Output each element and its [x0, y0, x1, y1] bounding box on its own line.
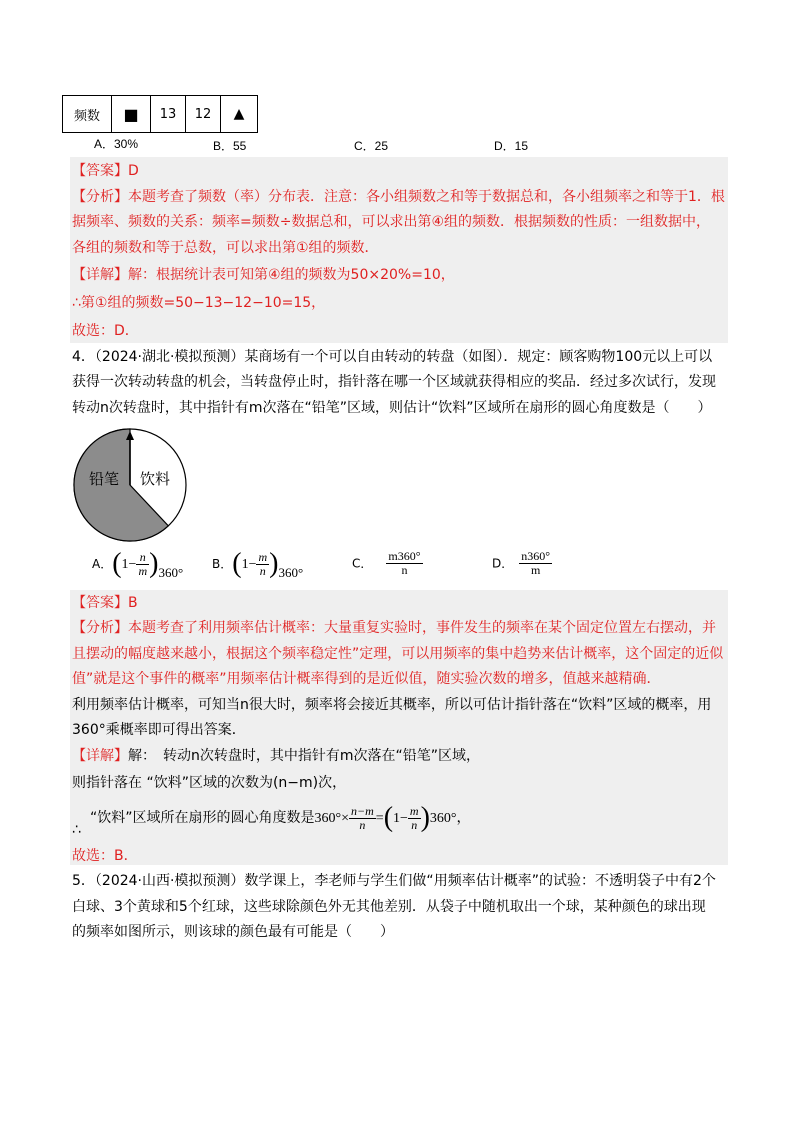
analysis-tag: 【分析】	[72, 189, 128, 205]
table-cell: 13	[151, 96, 186, 133]
option-expr: 1−	[241, 557, 257, 572]
fraction: $\frac{n}{m}$	[138, 549, 148, 578]
q4-option-a: A．(1− $\frac{n}{m}$ )360°	[92, 548, 184, 580]
formula-eq: =	[375, 811, 384, 826]
option-a: A．30%	[94, 137, 139, 151]
q3-answer-line	[72, 161, 139, 181]
q4-answer-line	[72, 593, 138, 613]
option-b: B．55	[213, 139, 247, 153]
therefore-symbol: ∴	[72, 822, 81, 838]
spinner-wheel-figure	[68, 426, 192, 544]
option-expr: 1−	[121, 557, 137, 572]
fraction: $\frac{n-m}{n}$	[351, 803, 374, 832]
q3-detail-line-1	[72, 265, 455, 285]
option-degree: 360°	[278, 565, 304, 580]
q4-analysis-line-3: 值”就是这个事件的概率”用频率估计概率得到的是近似值，随实验次数的增多，值越来越精确．	[72, 671, 661, 687]
detail-tag: 【详解】	[72, 748, 128, 764]
formula-part: 360°×	[314, 811, 350, 826]
answer-value: D	[128, 163, 139, 179]
analysis-text: 本题考查了频数（率）分布表．注意：各小组频数之和等于数据总和，各小组频率之和等于1．根	[128, 189, 725, 205]
table-cell: ■	[112, 96, 151, 133]
q3-analysis-line-2: 据频率、频数的关系：频率=频数÷数据总和，可以求出第④组的频数．根据频数的性质：一组数据中，	[72, 214, 711, 230]
wheel-label-drink: 饮料	[140, 470, 171, 488]
answer-tag: 【答案】	[72, 163, 128, 179]
q4-option-d	[492, 550, 552, 577]
q4-option-c	[352, 550, 423, 577]
q3-analysis-line-3: 各组的频数和等于总数，可以求出第①组的频数．	[72, 240, 379, 256]
q4-detail-line-3: “饮料”区域所在扇形的圆心角度数是360°× $\frac{n-m}{n}$ =(1− $\frac{m}{n}$ )360°，	[90, 802, 471, 833]
fraction: $\frac{m}{n}$	[258, 549, 268, 578]
q4-analysis-line-5: 360°乘概率即可得出答案．	[72, 722, 246, 738]
q4-detail-line-2: 则指针落在 “饮料”区域的次数为(n−m)次，	[72, 775, 347, 791]
fraction: $\frac{n360^\circ}{m}$	[521, 549, 551, 577]
q4-detail-line-1	[72, 746, 480, 766]
option-letter: C．	[352, 556, 373, 571]
q4-analysis-line-2: 且摆动的幅度越来越小，根据这个频率稳定性”定理，可以用频率的集中趋势来估计概率，这个固定的近似	[72, 646, 724, 662]
q3-conclusion: 故选：D．	[72, 323, 139, 339]
formula-part: 1−	[393, 811, 408, 826]
wheel-label-pencil: 铅笔	[89, 470, 120, 488]
q4-conclusion: 故选：B．	[72, 848, 138, 864]
fraction: $\frac{m360^\circ}{n}$	[388, 549, 421, 577]
analysis-text: 本题考查了利用频率估计概率：大量重复实验时，事件发生的频率在某个固定位置左右摆动，并	[128, 620, 716, 636]
formula-part: 360°，	[429, 811, 471, 826]
option-c: C．25	[354, 139, 389, 153]
q4-option-b: B．(1− $\frac{m}{n}$ )360°	[212, 548, 304, 580]
q5-question-line-2: 白球、3个黄球和5个红球，这些球除颜色外无其他差别．从袋子中随机取出一个球，某种颜色的球出现	[72, 899, 706, 915]
frequency-table	[62, 95, 258, 133]
answer-value: B	[128, 595, 138, 611]
q3-detail-line-2: ∴第①组的频数=50−13−12−10=15，	[72, 295, 326, 311]
q3-analysis-line-1	[72, 187, 725, 207]
q4-analysis-line-1	[72, 618, 716, 638]
q4-question-line-2: 获得一次转动转盘的机会，当转盘停止时，指针落在哪一个区域就获得相应的奖品．经过多次试行，发现	[72, 374, 716, 390]
table-cell: ▲	[221, 96, 258, 133]
answer-tag: 【答案】	[72, 595, 128, 611]
q4-analysis-line-4: 利用频率估计概率，可知当n很大时，频率将会接近其概率，所以可估计指针落在“饮料”区域的概率，用	[72, 697, 712, 713]
table-cell: 12	[186, 96, 221, 133]
q5-question-line-1: 5．（2024·山西·模拟预测）数学课上，李老师与学生们做“用频率估计概率”的试验：不透明袋子中有2个	[72, 873, 716, 889]
q5-question-line-3: 的频率如图所示，则该球的颜色最有可能是（ ）	[72, 924, 394, 940]
option-d: D．15	[494, 139, 529, 153]
detail-tag: 【详解】	[72, 267, 128, 283]
q4-question-line-1: 4．（2024·湖北·模拟预测）某商场有一个可以自由转动的转盘（如图）．规定：顾客购物100元以上可以	[72, 349, 713, 365]
option-letter: B．	[212, 557, 233, 571]
analysis-tag: 【分析】	[72, 620, 128, 636]
q4-question-line-3: 转动n次转盘时，其中指针有m次落在“铅笔”区域，则估计“饮料”区域所在扇形的圆心角度数是（ ）	[72, 400, 712, 416]
option-letter: A．	[92, 557, 113, 571]
detail-text: 解：根据统计表可知第④组的频数为50×20%=10，	[128, 267, 455, 283]
table-header-cell: 频数	[63, 96, 112, 133]
detail-text: “饮料”区域所在扇形的圆心角度数是	[90, 810, 315, 826]
detail-text: 解： 转动n次转盘时，其中指针有m次落在“铅笔”区域，	[128, 748, 481, 764]
fraction: $\frac{m}{n}$	[409, 803, 419, 832]
option-letter: D．	[492, 556, 514, 571]
option-degree: 360°	[158, 565, 184, 580]
